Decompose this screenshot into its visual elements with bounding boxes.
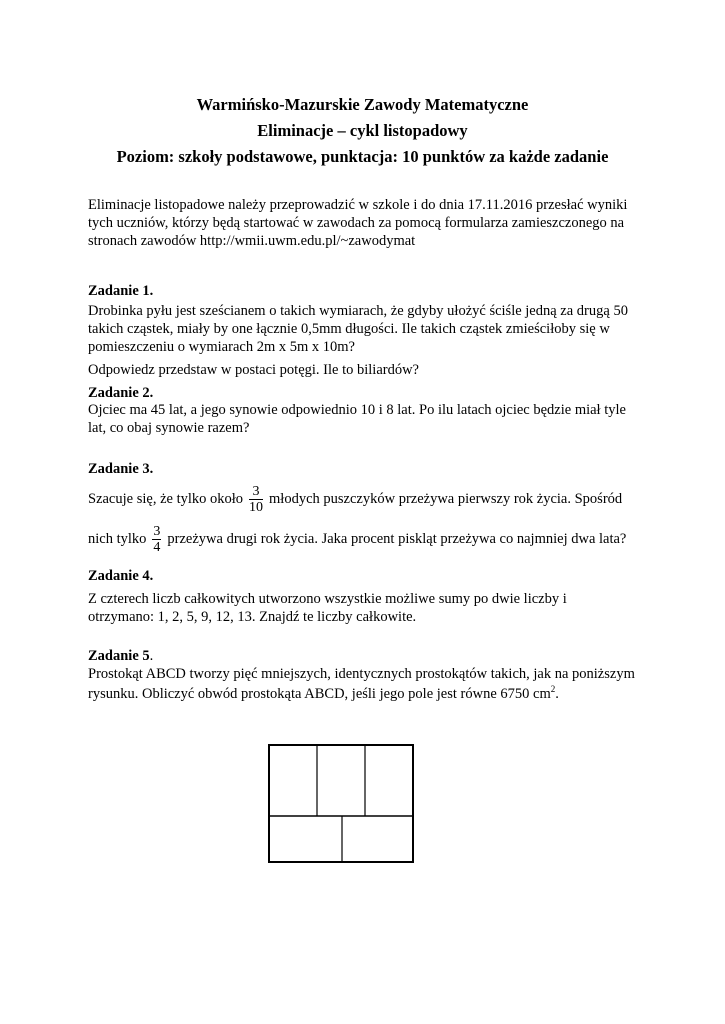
fraction-three-tenths xyxy=(249,484,263,515)
task5-heading xyxy=(88,648,153,665)
task3-line-1 xyxy=(88,484,622,515)
task3-heading: Zadanie 3. xyxy=(88,461,154,477)
task1-line-2: takich cząstek, miały by one łącznie 0,5mm długości. Ile takich cząstek zmieściłoby się w xyxy=(88,321,610,337)
fraction-numerator: 3 xyxy=(252,484,260,499)
task5-line-2-end: . xyxy=(555,685,559,702)
task5-heading-dot: . xyxy=(149,648,154,664)
task5-heading-text: Zadanie 5 xyxy=(88,648,150,664)
intro-line-2: tych uczniów, którzy będą startować w zawodach za pomocą formularza zamieszczonego na xyxy=(88,215,625,231)
task3-line-1-end: młodych puszczyków przeżywa pierwszy rok życia. Spośród xyxy=(269,490,623,507)
task3-line-2 xyxy=(88,524,626,555)
fraction-denominator: 10 xyxy=(249,500,264,515)
task2-line-1: Ojciec ma 45 lat, a jego synowie odpowiednio 10 i 8 lat. Po ilu latach ojciec będzie miał tyle xyxy=(88,402,626,418)
intro-line-1: Eliminacje listopadowe należy przeprowadzić w szkole i do dnia 17.11.2016 przesłać wyniki xyxy=(88,197,628,213)
header-stage: Eliminacje – cykl listopadowy xyxy=(257,121,468,140)
task5-line-2-text: rysunku. Obliczyć obwód prostokąta ABCD, jeśli jego pole jest równe 6750 cm xyxy=(88,685,551,702)
task2-heading: Zadanie 2. xyxy=(88,385,154,401)
header-competition-name: Warmińsko-Mazurskie Zawody Matematyczne xyxy=(196,95,529,114)
task5-line-1: Prostokąt ABCD tworzy pięć mniejszych, identycznych prostokątów takich, jak na poniższym xyxy=(88,666,635,682)
rectangle-abcd-figure xyxy=(268,744,414,863)
task3-line-1-start: Szacuje się, że tylko około xyxy=(88,490,244,507)
task1-line-1: Drobinka pyłu jest sześcianem o takich wymiarach, że gdyby ułożyć ściśle jedną za drugą 50 xyxy=(88,303,628,319)
outer-rectangle-abcd xyxy=(269,745,413,862)
intro-line-3: stronach zawodów http://wmii.uwm.edu.pl/~zawodymat xyxy=(88,233,416,249)
task5-line-2 xyxy=(88,684,559,703)
task1-line-3: pomieszczeniu o wymiarach 2m x 5m x 10m? xyxy=(88,339,355,355)
fraction-denominator: 4 xyxy=(153,540,161,555)
task1-heading: Zadanie 1. xyxy=(88,283,154,299)
task3-line-2-end: przeżywa drugi rok życia. Jaka procent piskląt przeżywa co najmniej dwa lata? xyxy=(167,530,627,547)
task4-line-1: Z czterech liczb całkowitych utworzono wszystkie możliwe sumy po dwie liczby i xyxy=(88,591,567,607)
superscript-squared: 2 xyxy=(550,684,556,694)
task4-line-2: otrzymano: 1, 2, 5, 9, 12, 13. Znajdź te liczby całkowite. xyxy=(88,609,417,625)
task1-line-4: Odpowiedz przedstaw w postaci potęgi. Ile to biliardów? xyxy=(88,362,419,378)
fraction-three-quarters xyxy=(152,524,161,555)
fraction-numerator: 3 xyxy=(153,524,161,539)
task3-line-2-start: nich tylko xyxy=(88,530,147,547)
header-level: Poziom: szkoły podstawowe, punktacja: 10 punktów za każde zadanie xyxy=(116,147,609,166)
task2-line-2: lat, co obaj synowie razem? xyxy=(88,420,250,436)
task4-heading: Zadanie 4. xyxy=(88,568,154,584)
